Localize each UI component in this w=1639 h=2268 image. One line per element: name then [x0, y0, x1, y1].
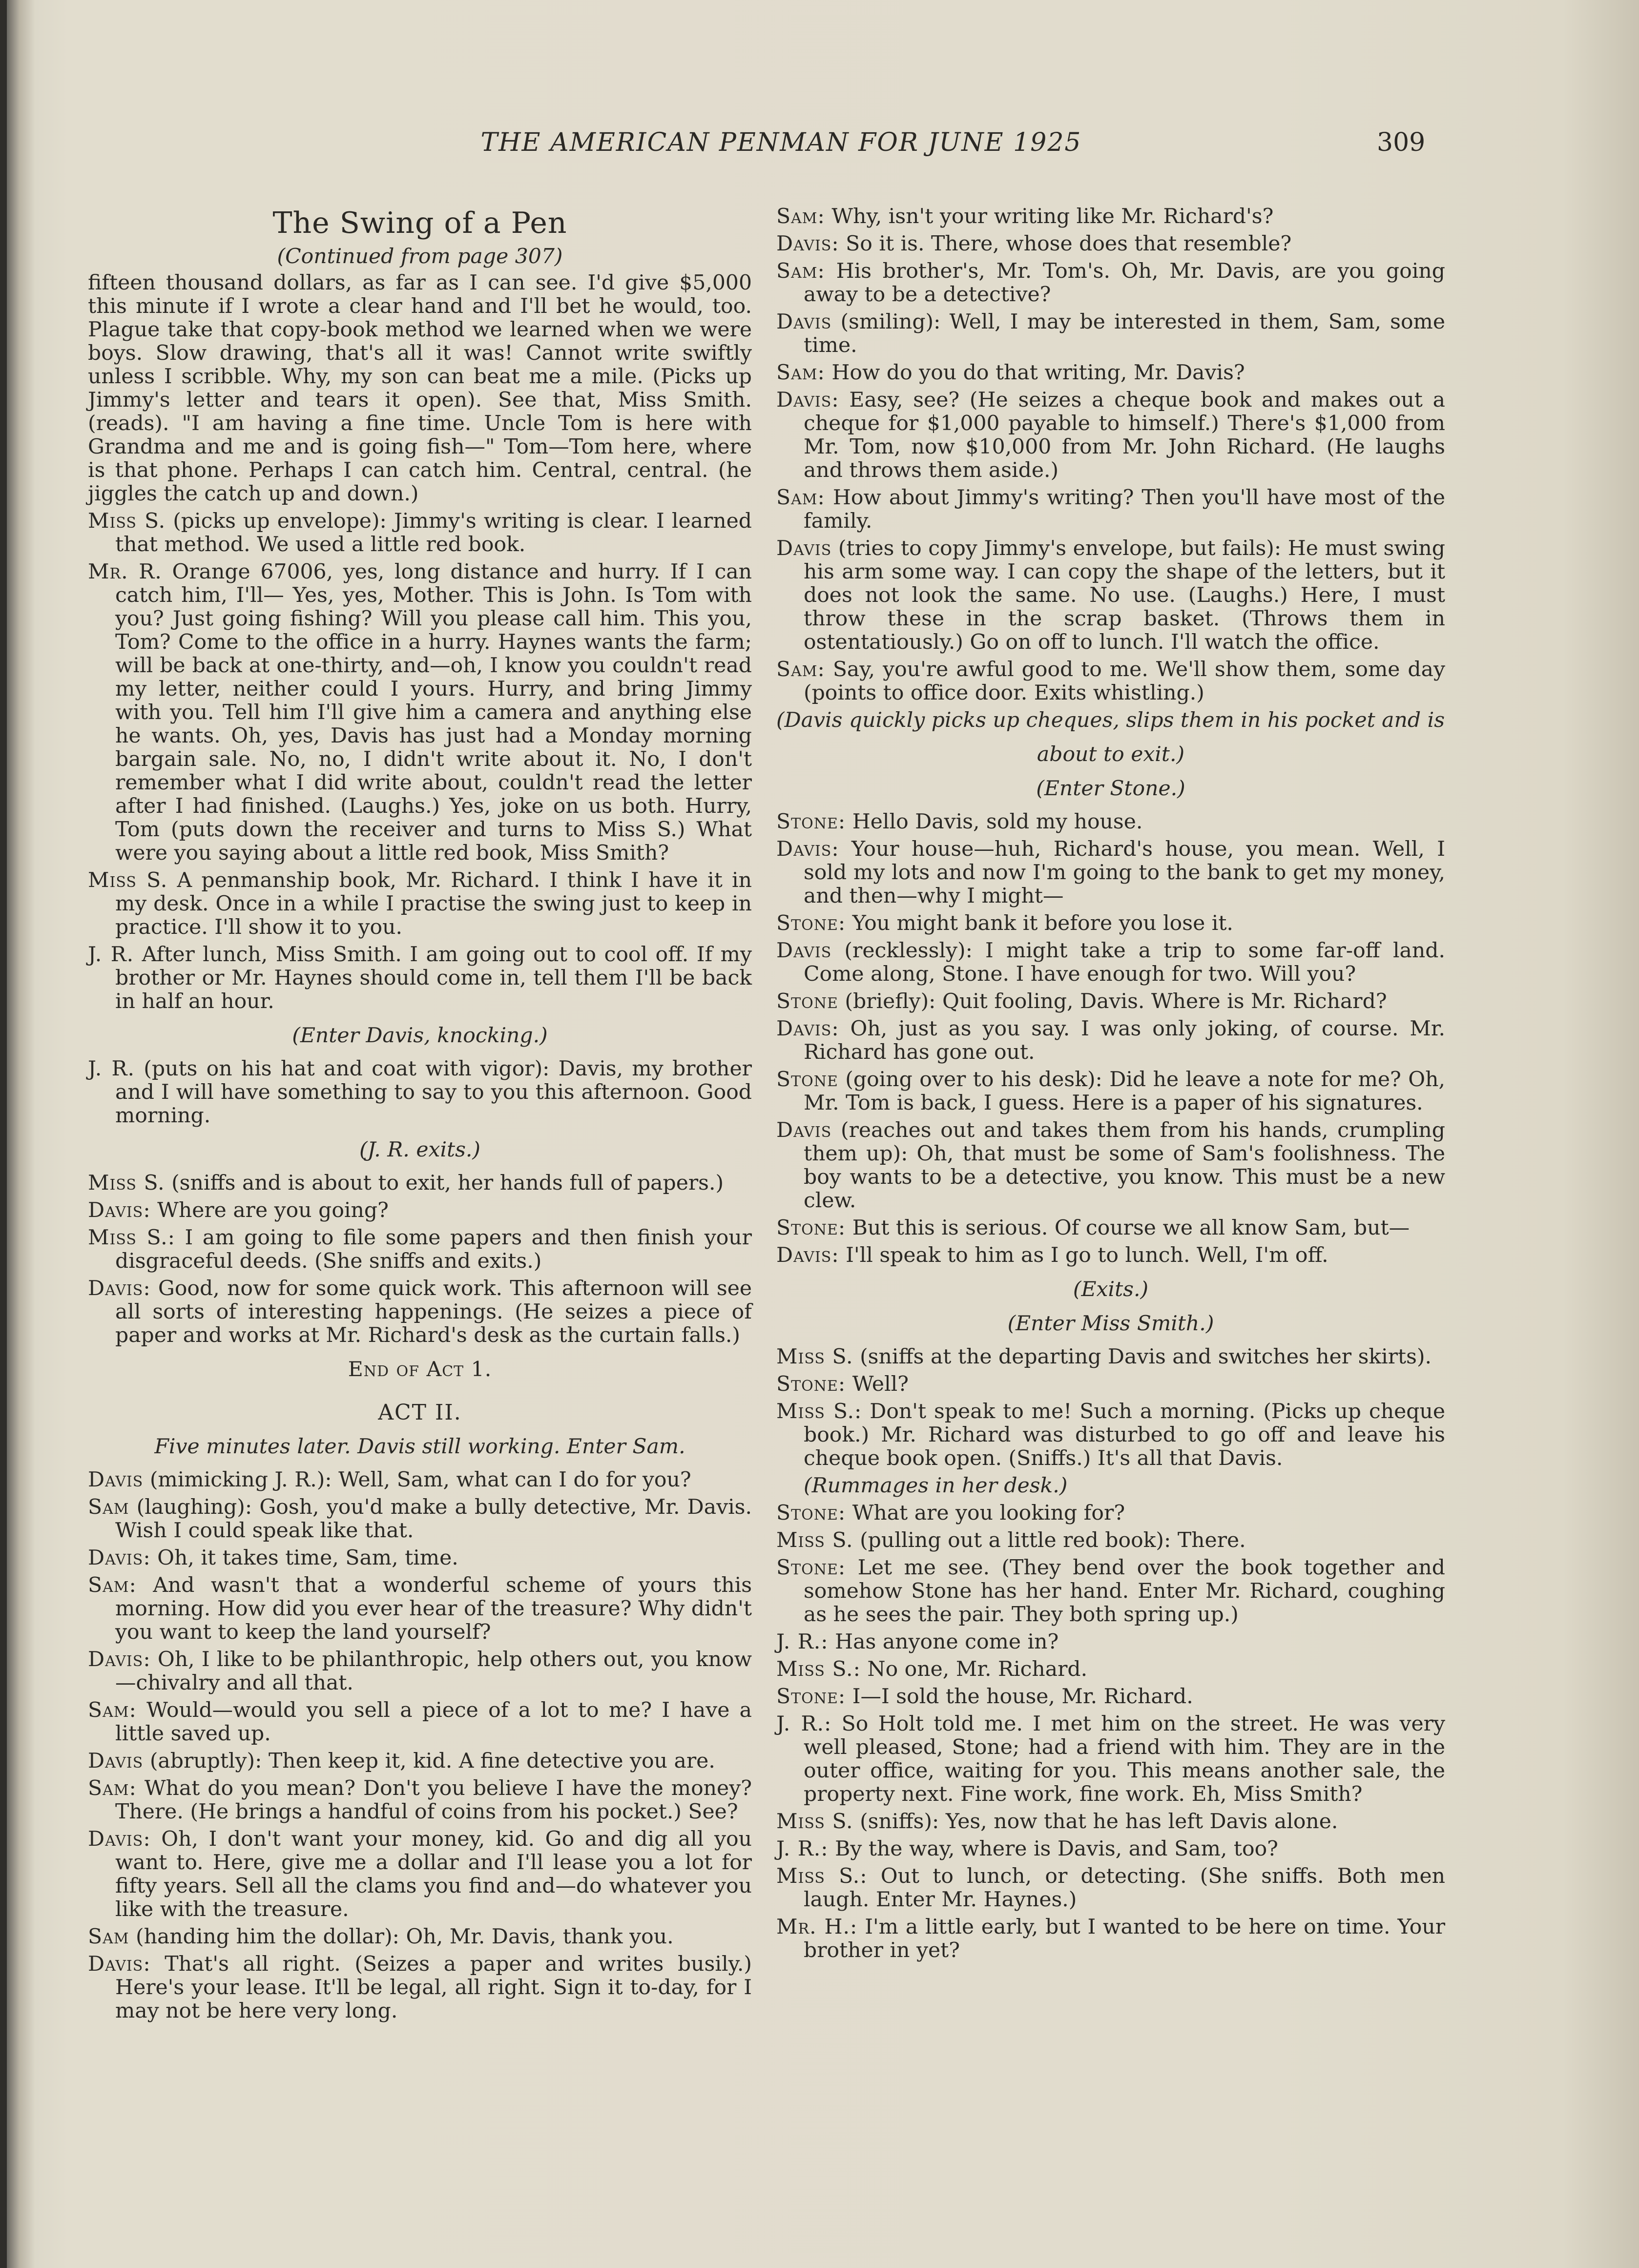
- dialogue-line: [88, 1750, 752, 1773]
- dialogue-line: [88, 1699, 752, 1746]
- dialogue-line: [776, 1529, 1445, 1552]
- speaker-name: Stone: [776, 990, 838, 1013]
- dialogue-line: [776, 1244, 1445, 1267]
- dialogue-text: (sniffs): Yes, now that he has left Davis alone.: [853, 1810, 1338, 1834]
- page-number: 309: [1377, 128, 1426, 157]
- dialogue-line: [776, 1837, 1445, 1861]
- dialogue-text: Would—would you sell a piece of a lot to me? I have a little saved up.: [115, 1698, 752, 1746]
- speaker-name: Davis:: [88, 1648, 151, 1671]
- speaker-name: Davis:: [88, 1277, 151, 1300]
- speaker-name: Stone:: [776, 1372, 846, 1396]
- dialogue-text: (abruptly): Then keep it, kid. A fine detective you are.: [143, 1749, 715, 1773]
- left-column: [88, 205, 752, 2027]
- dialogue-text: Why, isn't your writing like Mr. Richard's?: [825, 205, 1274, 228]
- dialogue-text: I'll speak to him as I go to lunch. Well, I'm off.: [839, 1243, 1328, 1267]
- speaker-name: Miss S.:: [776, 1657, 861, 1681]
- dialogue-text: How about Jimmy's writing? Then you'll have most of the family.: [804, 486, 1445, 533]
- dialogue-line: [776, 389, 1445, 482]
- dialogue-text: (handing him the dollar): Oh, Mr. Davis, thank you.: [129, 1925, 674, 1949]
- article-title: The Swing of a Pen: [272, 206, 567, 240]
- speaker-name: Miss S.:: [776, 1864, 868, 1888]
- dialogue-line: [776, 1916, 1445, 1962]
- running-head: THE AMERICAN PENMAN FOR JUNE 1925: [480, 128, 1082, 157]
- speaker-name: Miss S.:: [776, 1400, 862, 1423]
- stage-direction: about to exit.): [1037, 742, 1185, 766]
- speaker-name: Sam:: [776, 259, 825, 283]
- dialogue-text: Out to lunch, or detecting. (She sniffs. Both men laugh. Enter Mr. Haynes.): [804, 1864, 1445, 1912]
- dialogue-text: Easy, see? (He seizes a cheque book and makes out a cheque for $1,000 payable to himself.) There's $1,000 from Mr. Tom, now $10,000 from Mr. John Richard. (He laughs and throws them aside.): [804, 388, 1445, 482]
- dialogue-line: [776, 205, 1445, 228]
- stage-direction: (Enter Davis, knocking.): [292, 1024, 548, 1048]
- dialogue-text: Oh, I like to be philanthropic, help others out, you know—chivalry and all that.: [115, 1648, 752, 1695]
- dialogue-line: [88, 1277, 752, 1347]
- dialogue-text: (briefly): Quit fooling, Davis. Where is Mr. Richard?: [838, 990, 1387, 1013]
- speaker-name: Davis: [776, 536, 832, 560]
- dialogue-line: [88, 1496, 752, 1543]
- dialogue-text: Hello Davis, sold my house.: [846, 810, 1143, 834]
- dialogue-text: (picks up envelope): Jimmy's writing is clear. I learned that method. We used a little red book.: [115, 509, 752, 557]
- speaker-name: Davis:: [88, 1198, 151, 1222]
- stage-direction: (Enter Miss Smith.): [1007, 1312, 1214, 1336]
- dialogue-text: (reaches out and takes them from his hands, crumpling them up): Oh, that must be some of Sam's foolishness. The boy wants to be a detective, you know. This must be a new clew.: [804, 1118, 1445, 1213]
- dialogue-text: But this is serious. Of course we all know Sam, but—: [846, 1216, 1410, 1240]
- speaker-name: Davis:: [88, 1952, 151, 1976]
- dialogue-text: Orange 67006, yes, long distance and hurry. If I can catch him, I'll— Yes, yes, Mother. This is John. Is Tom with you? Just going fishing? Will you please call him. This you, Tom? Come to the office in a hurry. Haynes wants the farm; will be back at one-thirty, and—oh, I know you couldn't read my letter, neither could I yours. Hurry, and bring Jimmy with you. Tell him I'll give him a camera and anything else he wants. Oh, yes, Davis has just had a Monday morning bargain sale. No, no, I didn't write about it. No, I don't remember what I did write about, couldn't read the letter after I had finished. (Laughs.) Yes, joke on us both. Hurry, Tom (puts down the receiver and turns to Miss S.) What were you saying about a little red book, Miss Smith?: [115, 560, 752, 865]
- speaker-name: Sam:: [88, 1776, 137, 1800]
- speaker-name: Sam: [88, 1925, 129, 1949]
- speaker-name: Davis: [88, 1468, 144, 1492]
- dialogue-text: Your house—huh, Richard's house, you mean. Well, I sold my lots and now I'm going to the bank to get my money, and then—why I might—: [804, 837, 1445, 908]
- dialogue-text: Good, now for some quick work. This afternoon will see all sorts of interesting happenings. (He seizes a piece of paper and works at Mr. Richard's desk as the curtain falls.): [115, 1277, 752, 1347]
- speaker-name: Sam:: [776, 361, 825, 385]
- dialogue-line: [776, 361, 1445, 385]
- book-binding-edge: [0, 0, 7, 2268]
- speaker-name: Davis: [88, 1749, 144, 1773]
- speaker-name: Miss S.: [776, 1810, 853, 1834]
- stage-direction: Five minutes later. Davis still working. Enter Sam.: [154, 1435, 685, 1459]
- dialogue-line: [776, 1810, 1445, 1834]
- dialogue-text: Let me see. (They bend over the book together and somehow Stone has her hand. Enter Mr. Richard, coughing as he sees the pair. They both spring up.): [804, 1556, 1445, 1627]
- dialogue-text: I'm a little early, but I wanted to be here on time. Your brother in yet?: [804, 1915, 1446, 1962]
- dialogue-line: [776, 1712, 1445, 1806]
- dialogue-line: [88, 1226, 752, 1273]
- speaker-name: Sam:: [88, 1698, 137, 1722]
- end-of-act: End of Act 1.: [348, 1358, 492, 1381]
- dialogue-text: (laughing): Gosh, you'd make a bully detective, Mr. Davis. Wish I could speak like that.: [115, 1495, 752, 1543]
- dialogue-text: You might bank it before you lose it.: [846, 911, 1233, 935]
- dialogue-line: [776, 537, 1445, 654]
- dialogue-line: [776, 838, 1445, 908]
- dialogue-line: [776, 1502, 1445, 1525]
- dialogue-text: (puts on his hat and coat with vigor): Davis, my brother and I will have something to say to you this afternoon. Good morning.: [115, 1057, 752, 1128]
- dialogue-line: [776, 1865, 1445, 1912]
- dialogue-line: [88, 1199, 752, 1222]
- dialogue-line: [88, 869, 752, 939]
- dialogue-line: [776, 1017, 1445, 1064]
- speaker-name: Davis:: [776, 837, 839, 861]
- right-column: [776, 205, 1445, 1966]
- dialogue-text: And wasn't that a wonderful scheme of yours this morning. How did you ever hear of the treasure? Why didn't you want to keep the land yourself?: [115, 1573, 752, 1644]
- speaker-name: Davis:: [776, 1243, 839, 1267]
- dialogue-line: [776, 939, 1445, 986]
- dialogue-line: [88, 1468, 752, 1492]
- dialogue-text: (pulling out a little red book): There.: [853, 1528, 1246, 1552]
- speaker-name: Stone:: [776, 1501, 846, 1525]
- dialogue-text: His brother's, Mr. Tom's. Oh, Mr. Davis, are you going away to be a detective?: [804, 259, 1445, 307]
- speaker-name: J. R.:: [776, 1630, 829, 1654]
- dialogue-line: [776, 1400, 1445, 1470]
- dialogue-line: [776, 810, 1445, 834]
- speaker-name: J. R.: [88, 943, 134, 967]
- dialogue-line: [88, 1828, 752, 1921]
- speaker-name: Sam:: [776, 205, 825, 228]
- stage-direction: (Davis quickly picks up cheques, slips them in his pocket and is: [776, 708, 1445, 732]
- speaker-name: Sam: [88, 1495, 129, 1519]
- dialogue-text: (tries to copy Jimmy's envelope, but fails): He must swing his arm some way. I can copy the shape of the letters, but it does not look the same. No use. (Laughs.) Here, I must throw these in the scrap basket. (Throws them in ostentatiously.) Go on off to lunch. I'll watch the office.: [804, 536, 1445, 654]
- continued-note: (Continued from page 307): [277, 245, 563, 268]
- dialogue-line: [88, 943, 752, 1013]
- dialogue-line: [776, 1119, 1445, 1213]
- dialogue-text: So Holt told me. I met him on the street. He was very well pleased, Stone; had a friend with him. They are in the outer office, waiting for you. This means another sale, the property next. Fine work, fine work. Eh, Miss Smith?: [804, 1712, 1446, 1806]
- speaker-name: Mr. R.: [88, 560, 162, 584]
- dialogue-line: [88, 1925, 752, 1949]
- speaker-name: Davis: [776, 939, 832, 963]
- speaker-name: Miss S.: [88, 1171, 165, 1195]
- speaker-name: Miss S.: [88, 868, 168, 892]
- speaker-name: Stone:: [776, 1685, 846, 1709]
- speaker-name: Davis:: [776, 232, 839, 256]
- stage-direction: (Enter Stone.): [1036, 777, 1185, 801]
- speaker-name: Stone:: [776, 1216, 846, 1240]
- dialogue-text: (mimicking J. R.): Well, Sam, what can I do for you?: [143, 1468, 691, 1492]
- speaker-name: Davis: [776, 310, 832, 334]
- left-column-body: [88, 271, 752, 2023]
- dialogue-text: (going over to his desk): Did he leave a note for me? Oh, Mr. Tom is back, I guess. Here is a paper of his signatures.: [804, 1068, 1445, 1115]
- dialogue-line: [88, 1574, 752, 1644]
- stage-direction: (Rummages in her desk.): [804, 1474, 1068, 1498]
- right-column-body: [776, 205, 1445, 1962]
- speaker-name: J. R.: [88, 1057, 135, 1081]
- speaker-name: Davis:: [776, 1017, 839, 1041]
- dialogue-text: Say, you're awful good to me. We'll show them, some day (points to office door. Exits whistling.): [804, 658, 1445, 705]
- dialogue-line: [88, 1546, 752, 1570]
- dialogue-line: [776, 232, 1445, 256]
- dialogue-line: [776, 1685, 1445, 1709]
- act-heading: ACT II.: [378, 1400, 462, 1425]
- dialogue-text: I—I sold the house, Mr. Richard.: [846, 1685, 1193, 1709]
- dialogue-text: (recklessly): I might take a trip to some far-off land. Come along, Stone. I have enough for two. Will you?: [804, 939, 1445, 986]
- dialogue-text: Where are you going?: [150, 1198, 389, 1222]
- speaker-name: Sam:: [88, 1573, 137, 1597]
- dialogue-text: (sniffs and is about to exit, her hands full of papers.): [165, 1171, 724, 1195]
- speaker-name: Stone: [776, 1068, 838, 1092]
- speaker-name: Sam:: [776, 658, 825, 681]
- dialogue-text: Oh, it takes time, Sam, time.: [150, 1546, 458, 1570]
- speaker-name: Davis: [776, 1118, 832, 1142]
- dialogue-line: [776, 1068, 1445, 1115]
- dialogue-text: So it is. There, whose does that resemble?: [839, 232, 1292, 256]
- dialogue-text: How do you do that writing, Mr. Davis?: [825, 361, 1245, 385]
- dialogue-text: What are you looking for?: [846, 1501, 1125, 1525]
- dialogue-text: Don't speak to me! Such a morning. (Picks up cheque book.) Mr. Richard was disturbed to go off and leave his cheque book open. (Sniffs.) It's all that Davis.: [804, 1400, 1445, 1470]
- dialogue-line: [88, 510, 752, 557]
- dialogue-text: What do you mean? Don't you believe I have the money? There. (He brings a handful of coins from his pocket.) See?: [115, 1776, 752, 1824]
- speaker-name: Davis:: [776, 388, 839, 412]
- dialogue-text: By the way, where is Davis, and Sam, too?: [828, 1837, 1278, 1861]
- continued-paragraph: fifteen thousand dollars, as far as I can see. I'd give $5,000 this minute if I wrote a clear hand and I'll bet he would, too. Plague take that copy-book method we learned when we were boys. Slow drawing, that's all it was! Cannot write swiftly unless I scribble. Why, my son can beat me a mile. (Picks up Jimmy's letter and tears it open). See that, Miss Smith. (reads). "I am having a fine time. Uncle Tom is here with Grandma and me and is going fish—" Tom—Tom here, where is that phone. Perhaps I can catch him. Central, central. (he jiggles the catch up and down.): [88, 271, 752, 506]
- dialogue-text: No one, Mr. Richard.: [860, 1657, 1088, 1681]
- dialogue-text: (sniffs at the departing Davis and switches her skirts).: [853, 1345, 1432, 1369]
- dialogue-text: Oh, I don't want your money, kid. Go and dig all you want to. Here, give me a dollar and I'll lease you a lot for fifty years. Sell all the clams you find and—do whatever you like with the treasure.: [115, 1827, 752, 1921]
- dialogue-line: [776, 912, 1445, 935]
- speaker-name: Miss S.: [776, 1528, 853, 1552]
- dialogue-text: Well?: [846, 1372, 909, 1396]
- speaker-name: Miss S.:: [88, 1226, 175, 1250]
- dialogue-line: [776, 1556, 1445, 1627]
- dialogue-line: [88, 1648, 752, 1695]
- dialogue-line: [776, 310, 1445, 357]
- speaker-name: Stone:: [776, 911, 846, 935]
- dialogue-text: Oh, just as you say. I was only joking, of course. Mr. Richard has gone out.: [804, 1017, 1445, 1064]
- dialogue-text: Has anyone come in?: [828, 1630, 1059, 1654]
- speaker-name: J. R.:: [776, 1712, 832, 1736]
- dialogue-line: [88, 1057, 752, 1128]
- dialogue-line: [88, 560, 752, 865]
- speaker-name: Davis:: [88, 1546, 151, 1570]
- dialogue-line: [776, 1630, 1445, 1654]
- speaker-name: J. R.:: [776, 1837, 829, 1861]
- dialogue-text: (smiling): Well, I may be interested in them, Sam, some time.: [804, 310, 1445, 357]
- stage-direction: (Exits.): [1073, 1278, 1149, 1301]
- stage-direction: (J. R. exits.): [359, 1138, 481, 1162]
- speaker-name: Miss S.: [88, 509, 166, 533]
- dialogue-line: [776, 1216, 1445, 1240]
- dialogue-line: [776, 1658, 1445, 1681]
- dialogue-line: [776, 990, 1445, 1013]
- dialogue-line: [776, 486, 1445, 533]
- speaker-name: Sam:: [776, 486, 825, 510]
- dialogue-line: [88, 1777, 752, 1824]
- dialogue-text: I am going to file some papers and then finish your disgraceful deeds. (She sniffs and exits.): [115, 1226, 752, 1273]
- dialogue-line: [776, 658, 1445, 705]
- dialogue-line: [88, 1953, 752, 2023]
- dialogue-line: [776, 260, 1445, 307]
- dialogue-text: After lunch, Miss Smith. I am going out to cool off. If my brother or Mr. Haynes should come in, tell them I'll be back in half an hour.: [115, 943, 752, 1013]
- speaker-name: Stone:: [776, 1556, 846, 1580]
- speaker-name: Davis:: [88, 1827, 151, 1851]
- dialogue-line: [776, 1345, 1445, 1369]
- dialogue-text: That's all right. (Seizes a paper and writes busily.) Here's your lease. It'll be legal, all right. Sign it to-day, for I may not be here very long.: [115, 1952, 752, 2023]
- speaker-name: Stone:: [776, 810, 846, 834]
- speaker-name: Mr. H.:: [776, 1915, 858, 1939]
- speaker-name: Miss S.: [776, 1345, 853, 1369]
- dialogue-text: A penmanship book, Mr. Richard. I think I have it in my desk. Once in a while I practise the swing just to keep in practice. I'll show it to you.: [115, 868, 752, 939]
- dialogue-line: [776, 1373, 1445, 1396]
- dialogue-line: [88, 1172, 752, 1195]
